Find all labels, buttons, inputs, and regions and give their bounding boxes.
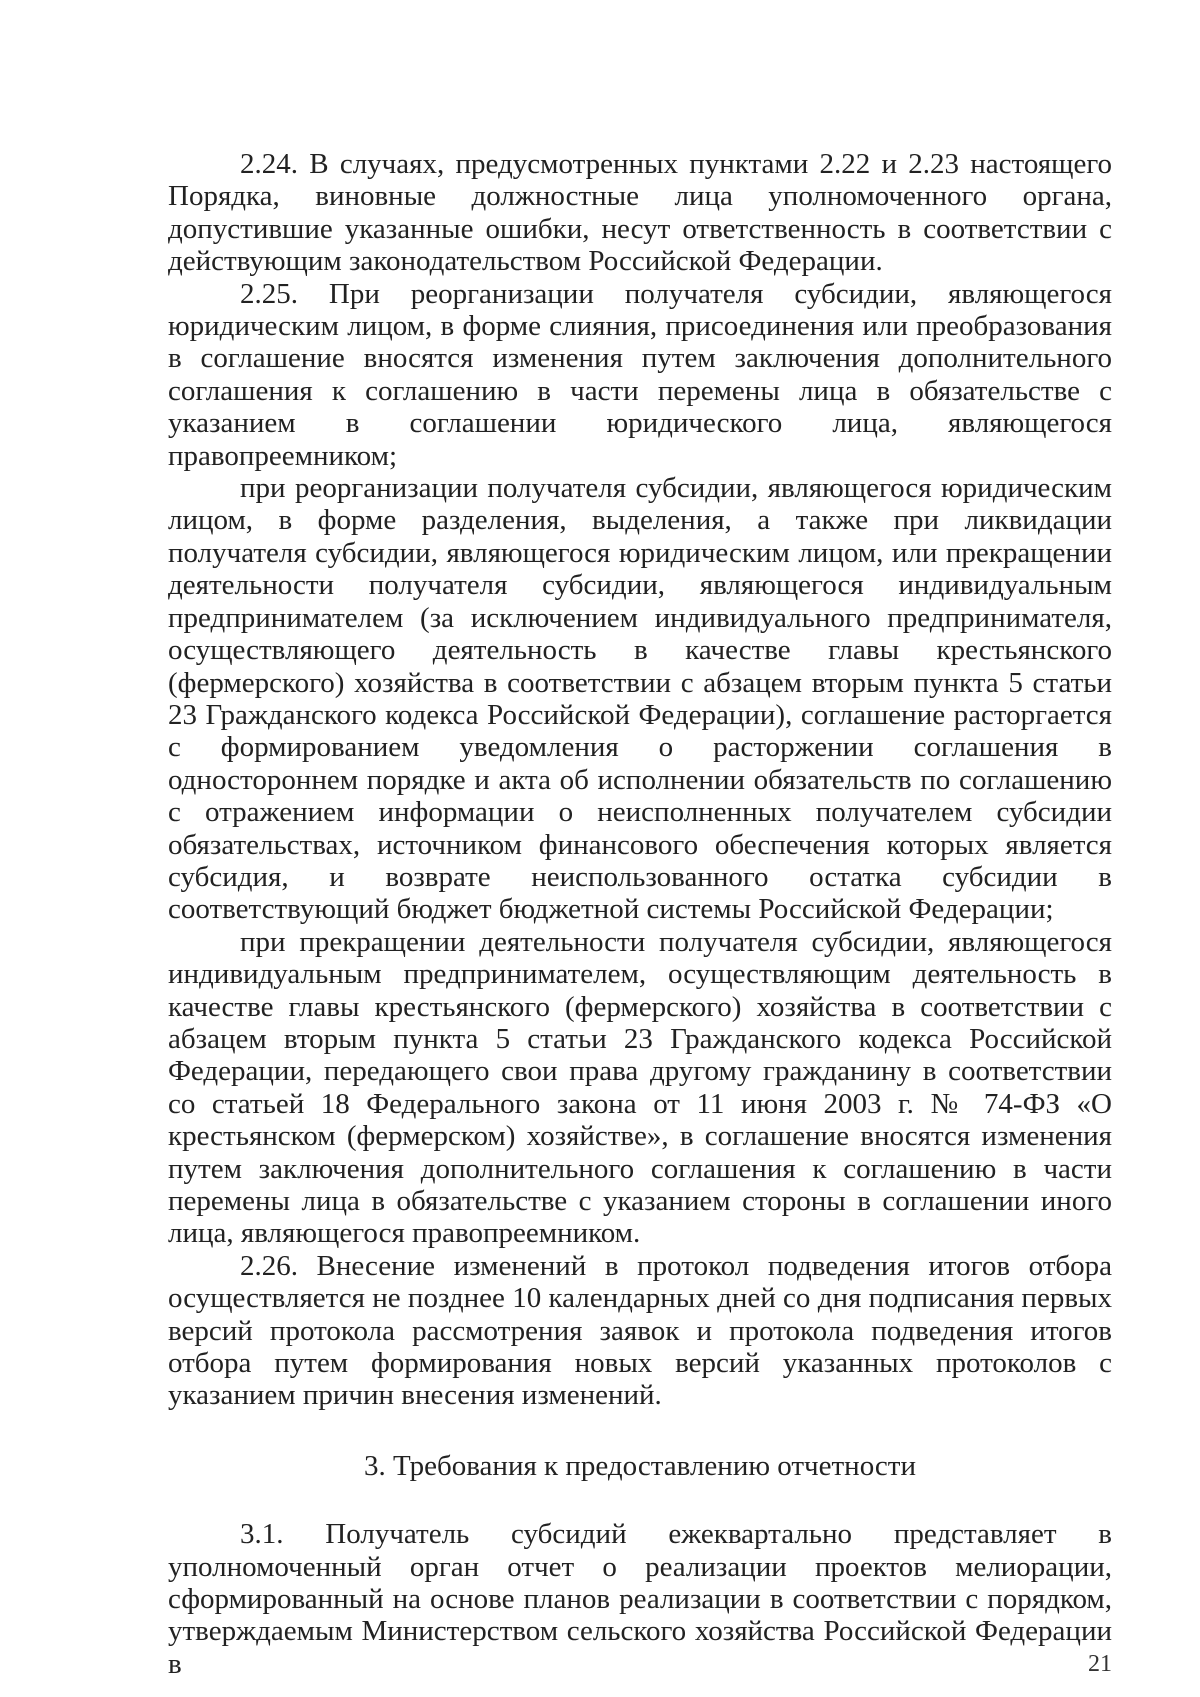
paragraph-2-24: 2.24. В случаях, предусмотренных пунктами 2.22 и 2.23 настоящего Порядка, виновные должностные лица уполномоченного органа, допустившие указанные ошибки, несут ответственность в соответствии с действующим законодательством Российской Федерации. [168, 148, 1112, 278]
paragraph-reorganization-division: при реорганизации получателя субсидии, являющегося юридическим лицом, в форме разделения, выделения, а также при ликвидации получателя субсидии, являющегося юридическим лицом, или прекращении деятельности получателя субсидии, являющегося индивидуальным предпринимателем (за исключением индивидуального предпринимателя, осуществляющего деятельность в качестве главы крестьянского (фермерского) хозяйства в соответствии с абзацем вторым пункта 5 статьи 23 Гражданского кодекса Российской Федерации), соглашение расторгается с формированием уведомления о расторжении соглашения в одностороннем порядке и акта об исполнении обязательств по соглашению с отражением информации о неисполненных получателем субсидии обязательствах, источником финансового обеспечения которых является субсидия, и возврате неиспользованного остатка субсидии в соответствующий бюджет бюджетной системы Российской Федерации; [168, 472, 1112, 926]
paragraph-termination-farm: при прекращении деятельности получателя субсидии, являющегося индивидуальным предпринимателем, осуществляющим деятельность в качестве главы крестьянского (фермерского) хозяйства в соответствии с абзацем вторым пункта 5 статьи 23 Гражданского кодекса Российской Федерации, передающего свои права другому гражданину в соответствии со статьей 18 Федерального закона от 11 июня 2003 г. № 74-ФЗ «О крестьянском (фермерском) хозяйстве», в соглашение вносятся изменения путем заключения дополнительного соглашения к соглашению в части перемены лица в обязательстве с указанием стороны в соглашении иного лица, являющегося правопреемником. [168, 925, 1112, 1250]
paragraph-3-1: 3.1. Получатель субсидий ежеквартально представляет в уполномоченный орган отчет о реализации проектов мелиорации, сформированный на основе планов реализации в соответствии с порядком, утверждаемым Министерством сельского хозяйства Российской Федерации в [168, 1518, 1112, 1680]
paragraph-2-25: 2.25. При реорганизации получателя субсидии, являющегося юридическим лицом, в форме слияния, присоединения или преобразования в соглашение вносятся изменения путем заключения дополнительного соглашения к соглашению в части перемены лица в обязательстве с указанием в соглашении юридического лица, являющегося правопреемником; [168, 277, 1112, 472]
paragraph-2-26: 2.26. Внесение изменений в протокол подведения итогов отбора осуществляется не позднее 10 календарных дней со дня подписания первых версий протокола рассмотрения заявок и протокола подведения итогов отбора путем формирования новых версий указанных протоколов с указанием причин внесения изменений. [168, 1249, 1112, 1412]
document-page [168, 148, 1112, 1680]
section-heading: 3. Требования к предоставлению отчетности [364, 1449, 916, 1482]
page-number: 21 [1088, 1651, 1112, 1677]
